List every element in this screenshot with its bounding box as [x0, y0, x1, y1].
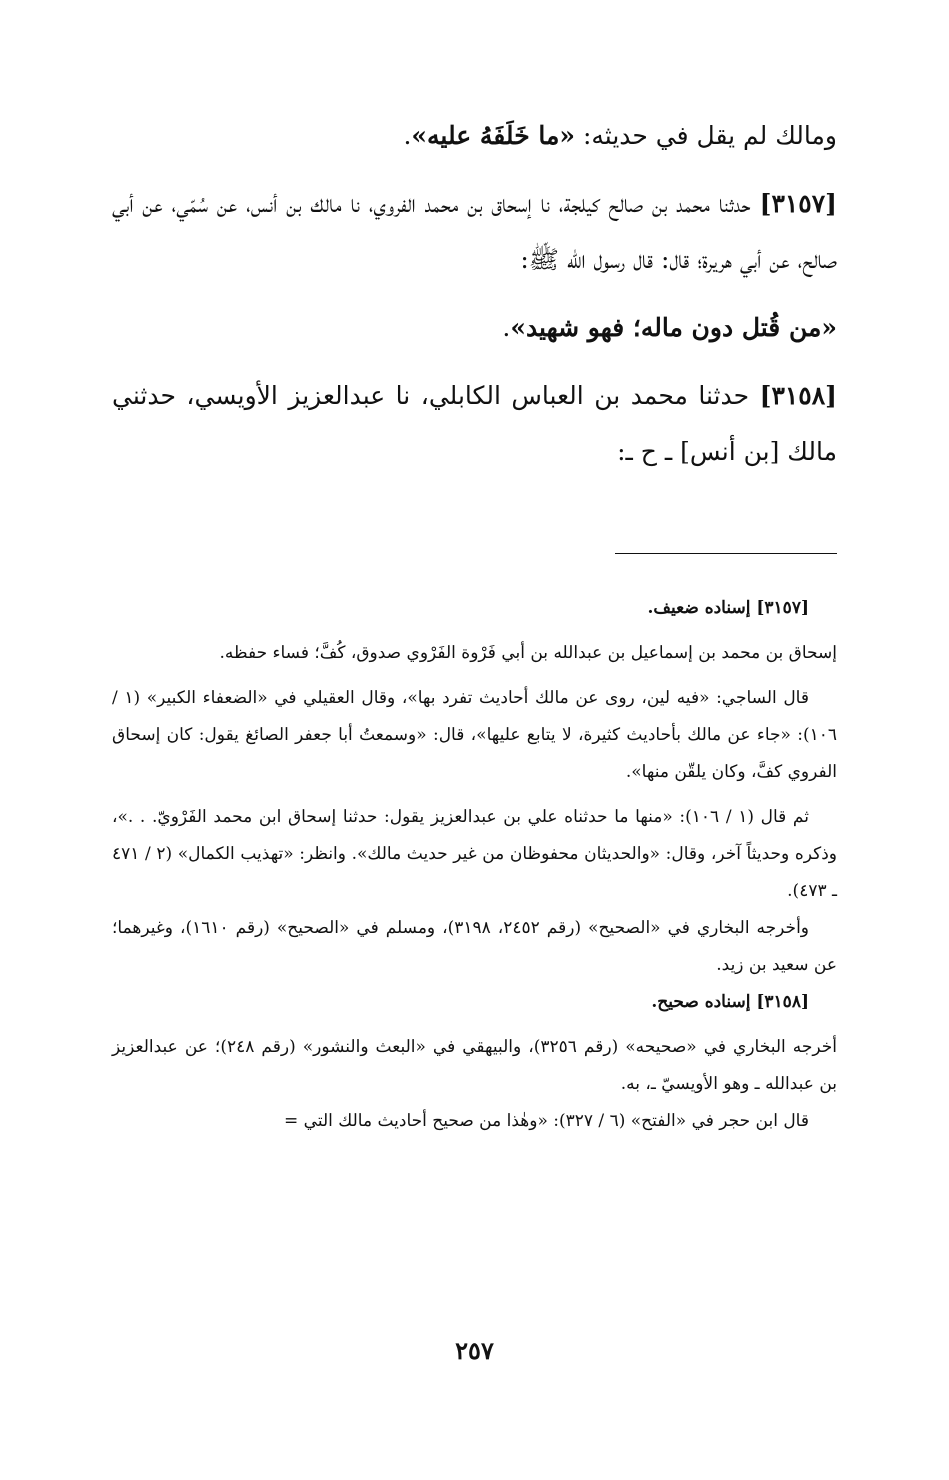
footnote-paragraph: ثم قال (١ / ١٠٦): «منها ما حدثناه علي بن عبدالعزيز يقول: حدثنا إسحاق ابن محمد الفَرْويّ. . .»، وذكره وحديثاً آخر، وقال: «والحديثان محفوظان من غير حديث مالك». وانظر: «تهذيب الكمال» (٢ / ٤٧١ ـ ٤٧٣).: [112, 807, 837, 901]
footnote-paragraph: أخرجه البخاري في «صحيحه» (رقم ٣٢٥٦)، والبيهقي في «البعث والنشور» (رقم ٢٤٨)؛ عن عبدالعزيز بن عبدالله ـ وهو الأويسيّ ـ، به.: [112, 1037, 837, 1094]
footnote-heading: [٣١٥٧] إسناده ضعيف.: [647, 598, 809, 618]
hadith-number: [٣١٥٨]: [759, 381, 837, 410]
hadith-text: حدثنا محمد بن صالح كيلجة، نا إسحاق بن محمد الفروي، نا مالك بن أنس، عن سُمّي، عن أبي صالح، عن أبي هريرة؛ قال: قال رسول الله ﷺ:: [112, 189, 837, 274]
quote-text: «من قُتل دون ماله؛ فهو شهيد»: [510, 313, 837, 342]
footnote-paragraph: قال الساجي: «فيه لين، روى عن مالك أحاديث تفرد بها»، وقال العقيلي في «الضعفاء الكبير» (١ / ١٠٦): «جاء عن مالك بأحاديث كثيرة، لا يتابع عليها»، قال: «وسمعتُ أبا جعفر الصائغ يقول: كان إسحاق الفروي كفَّ، وكان يلقّن منها».: [112, 688, 837, 782]
main-text: [112, 108, 837, 480]
continuation-text: ومالك لم يقل في حديثه:: [575, 121, 837, 150]
hadith-3158: [112, 368, 837, 480]
footnote-paragraph: قال ابن حجر في «الفتح» (٦ / ٣٢٧): «وهٰذا من صحيح أحاديث مالك التي =: [284, 1111, 809, 1131]
page-number: ٢٥٧: [455, 1336, 494, 1365]
footnote-paragraph: وأخرجه البخاري في «الصحيح» (رقم ٢٤٥٢، ٣١٩٨)، ومسلم في «الصحيح» (رقم ١٦١٠)، وغيرهما؛ عن سعيد بن زيد.: [112, 918, 837, 975]
footnote-paragraph: إسحاق بن محمد بن إسماعيل بن عبدالله بن أبي فَرْوة الفَرْوي صدوق، كُفَّ؛ فساء حفظه.: [219, 643, 837, 663]
hadith-number: [٣١٥٧]: [759, 189, 837, 218]
footnotes: [112, 590, 837, 1140]
continuation-line: [112, 108, 837, 164]
footnote-heading: [٣١٥٨] إسناده صحيح.: [651, 992, 809, 1012]
hadith-text: حدثنا محمد بن العباس الكابلي، نا عبدالعزيز الأويسي، حدثني مالك [بن أنس] ـ ح ـ:: [112, 381, 837, 466]
quote-end: .: [502, 313, 511, 342]
continuation-end: .: [403, 121, 412, 150]
continuation-quote: «ما خَلَفَهُ عليه»: [411, 121, 575, 150]
hadith-quote: [112, 300, 837, 356]
hadith-3157: [112, 176, 837, 288]
footnote-divider: [615, 553, 837, 554]
